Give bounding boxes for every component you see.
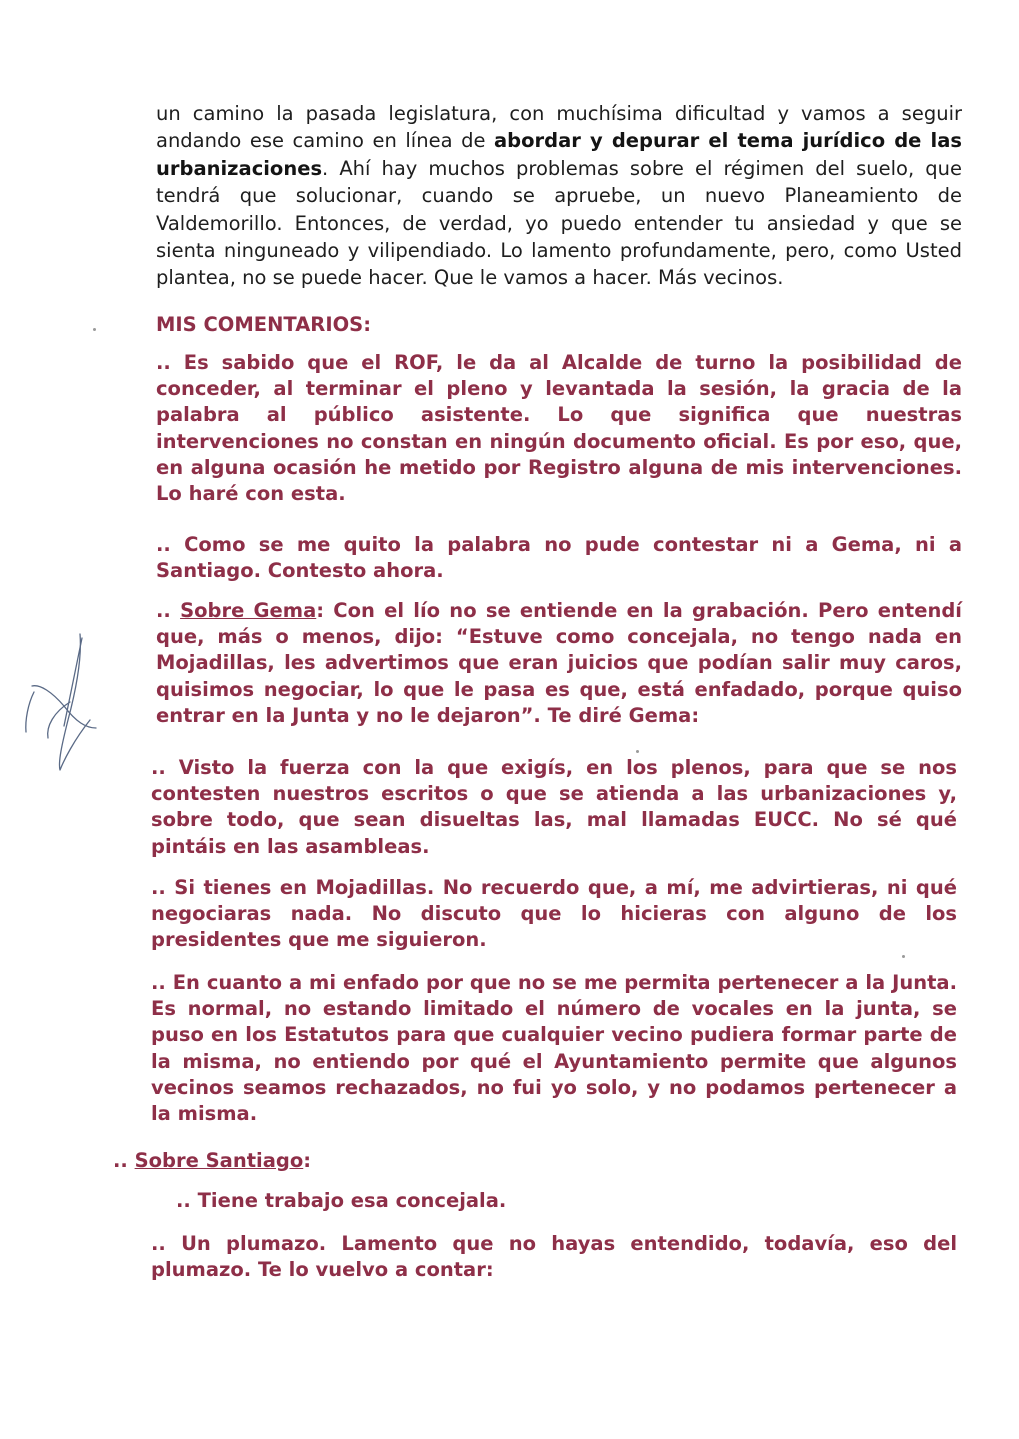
intro-bold-phrase: abordar y depurar el tema jurídico de las urbanizaciones [156,129,962,180]
comment-paragraph-rof: .. Es sabido que el ROF, le da al Alcalde de turno la posibilidad de conceder, al terminar el pleno y levantada la sesión, la gracia de la palabra al público asistente. Lo que significa que nuestras intervenciones no constan en ningún documento oficial. Es por eso, que, en alguna ocasión he metido por Registro alguna de mis intervenciones. Lo haré con esta. [156,351,962,506]
comment-paragraph-junta: .. En cuanto a mi enfado por que no se me permita pertenecer a la Junta. Es normal, no estando limitado el número de vocales en la junta, se puso en los Estatutos para que cualquier vecino pudiera formar parte de la misma, no entiendo por qué el Ayuntamiento permite que algunos vecinos seamos rechazados, no fui yo solo, y no podamos pertenecer a la misma. [151,971,957,1126]
scan-speck [93,328,96,331]
comments-heading: MIS COMENTARIOS: [156,313,371,336]
comment-paragraph-fuerza: .. Visto la fuerza con la que exigís, en los plenos, para que se nos contesten nuestros escritos o que se atienda a las urbanizaciones y, sobre todo, que sean disueltas las, mal llamadas EUCC. No sé qué pintáis en las asambleas. [151,756,957,858]
handwritten-signature [20,628,110,776]
santiago-prefix: .. [113,1149,135,1172]
gema-text: : Con el lío no se entiende en la grabación. Pero entendí que, más o menos, dijo: “Estuve como concejala, no tengo nada en Mojadillas, les advertimos que eran juicios que podían salir muy caros, quisimos negociar, lo que le pasa es que, está enfadado, porque quiso entrar en la Junta y no le dejaron”. Te diré Gema: [156,599,962,727]
scan-speck [636,750,639,753]
comment-paragraph-gema [156,598,962,729]
scan-speck [902,955,905,958]
intro-text-1: un camino la pasada legislatura, con muchísima dificultad y vamos a seguir andando ese camino en línea de [156,102,962,153]
comment-paragraph-mojadillas: .. Si tienes en Mojadillas. No recuerdo que, a mí, me advirtieras, ni qué negociaras nada. No discuto que lo hicieras con alguno de los presidentes que me siguieron. [151,876,957,952]
comment-paragraph-reply: .. Como se me quito la palabra no pude contestar ni a Gema, ni a Santiago. Contesto ahora. [156,533,962,583]
comment-paragraph-plumazo: .. Un plumazo. Lamento que no hayas entendido, todavía, eso del plumazo. Te lo vuelvo a contar: [151,1232,957,1282]
santiago-suffix: : [303,1149,312,1172]
santiago-label: Sobre Santiago [134,1149,304,1172]
intro-text-2: . Ahí hay muchos problemas sobre el régimen del suelo, que tendrá que solucionar, cuando se apruebe, un nuevo Planeamiento de Valdemorillo. Entonces, de verdad, yo puedo entender tu ansiedad y que se sienta ninguneado y vilipendiado. Lo lamento profundamente, pero, como Usted plantea, no se puede hacer. Que le vamos a hacer. Más vecinos. [156,156,962,290]
gema-label: Sobre Gema [180,599,317,622]
comment-paragraph-trabajo: .. Tiene trabajo esa concejala. [176,1189,507,1212]
gema-prefix: .. [156,599,181,622]
intro-paragraph [156,100,962,292]
comment-paragraph-santiago [113,1148,613,1174]
